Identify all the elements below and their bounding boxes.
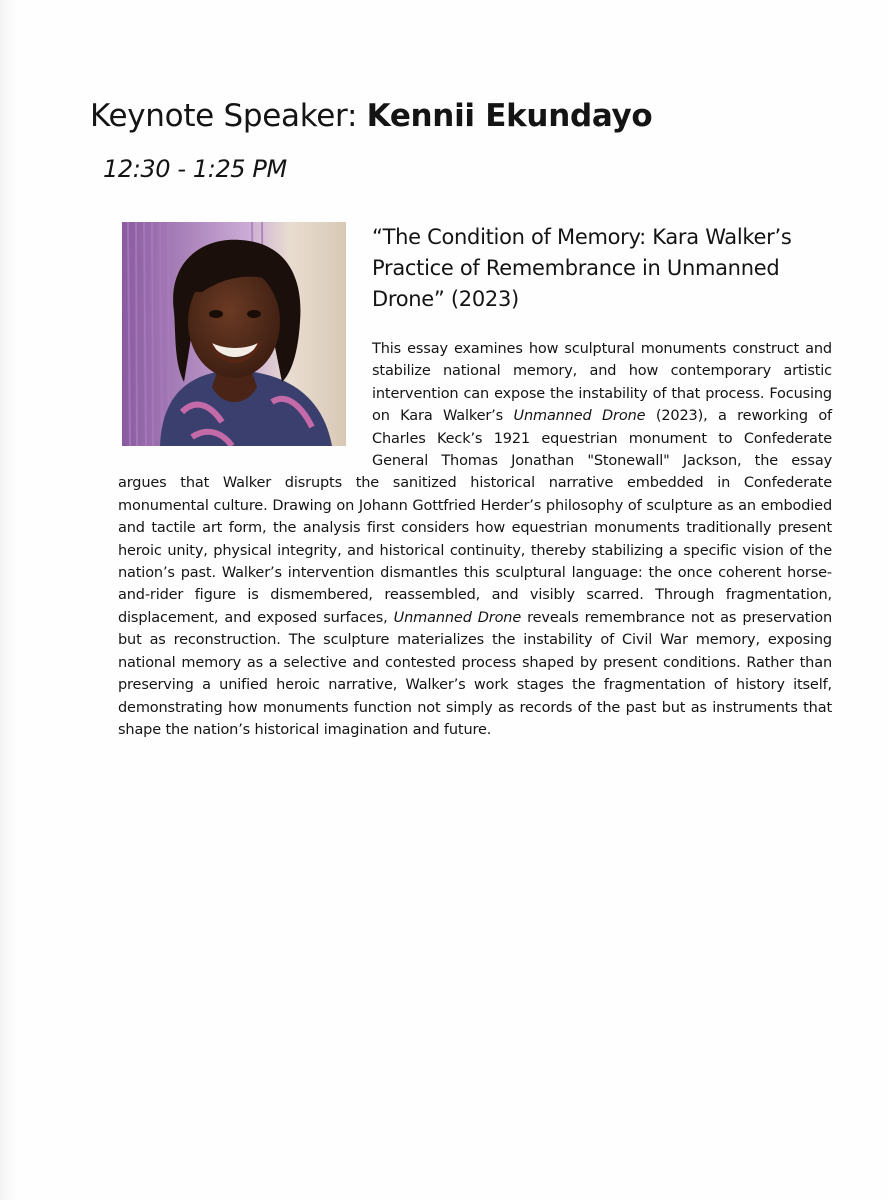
session-time: 12:30 - 1:25 PM [103,155,287,183]
page-title [90,98,652,134]
abstract-text: reveals remembrance not as preservation but as reconstruction. The sculpture materializes the instability of Civil War memory, exposing national memory as a selective and contested process shaped by present conditions. Rather than preserving a unified heroic narrative, Walker’s work stages the fragmentation of history itself, demonstrating how monuments function not simply as records of the past but as instruments that shape the nation’s historical imagination and future. [118,609,832,738]
speaker-name: Kennii Ekundayo [366,98,653,134]
page-edge [0,0,16,1200]
keynote-label: Keynote Speaker: [90,98,367,134]
abstract-text: (2023), a reworking of Charles Keck’s 1921 equestrian monument to Confederate General Thomas Jonathan "Stonewall" Jackson, the essay argues that Walker disrupts the sanitized historical narrative embedded in Confederate monumental culture. Drawing on Johann Gottfried Herder’s philosophy of sculpture as an embodied and tactile art form, the analysis first considers how equestrian monuments traditionally present heroic unity, physical integrity, and historical continuity, thereby stabilizing a specific vision of the nation’s past. Walker’s intervention dismantles this sculptural language: the once coherent horse-and-rider figure is dismembered, reassembled, and visibly scarred. Through fragmentation, displacement, and exposed surfaces, [118,408,833,626]
essay-title: “The Condition of Memory: Kara Walker’s Practice of Remembrance in Unmanned Drone” (2023) [372,225,792,311]
artwork-title: Unmanned Drone [393,609,522,626]
talk-section [118,222,832,741]
speaker-photo [122,222,346,446]
abstract-text: This essay examines how sculptural monuments construct and stabilize national memory, and how contemporary artistic intervention can expose the instability of that process. Focusing on Kara Walker’s [372,341,832,425]
artwork-title: Unmanned Drone [513,408,646,425]
